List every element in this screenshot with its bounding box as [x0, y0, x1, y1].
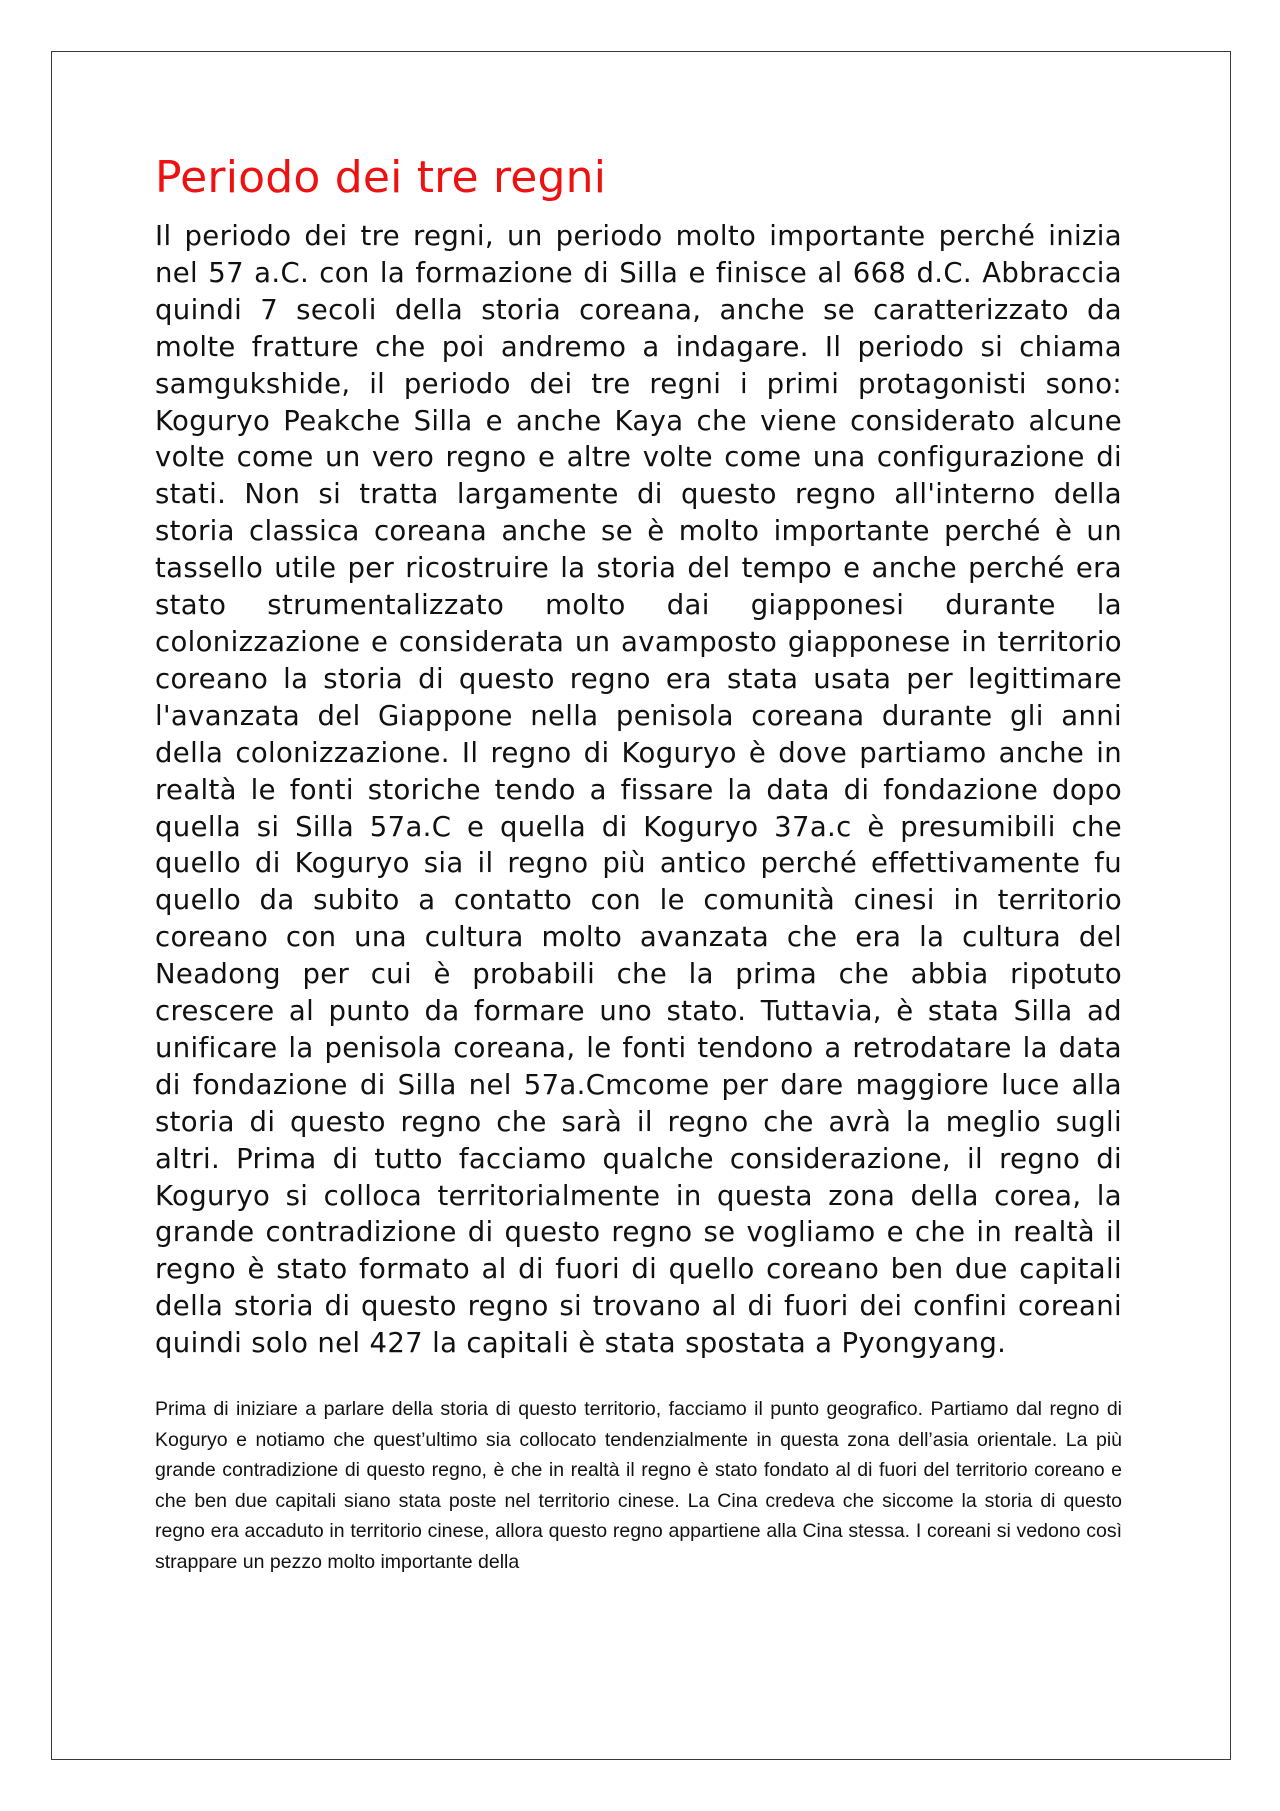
document-title: Periodo dei tre regni	[155, 152, 607, 203]
document-content	[155, 150, 1122, 1578]
main-paragraph: Il periodo dei tre regni, un periodo molto importante perché inizia nel 57 a.C. con la formazione di Silla e finisce al 668 d.C. Abbraccia quindi 7 secoli della storia coreana, anche se caratterizzato da molte fratture che poi andremo a indagare. Il periodo si chiama samgukshide, il periodo dei tre regni i primi protagonisti sono: Koguryo Peakche Silla e anche Kaya che viene considerato alcune volte come un vero regno e altre volte come una configurazione di stati. Non si tratta largamente di questo regno all'interno della storia classica coreana anche se è molto importante perché è un tassello utile per ricostruire la storia del tempo e anche perché era stato strumentalizzato molto dai giapponesi durante la colonizzazione e considerata un avamposto giapponese in territorio coreano la storia di questo regno era stata usata per legittimare l'avanzata del Giappone nella penisola coreana durante gli anni della colonizzazione. Il regno di Koguryo è dove partiamo anche in realtà le fonti storiche tendo a fissare la data di fondazione dopo quella si Silla 57a.C e quella di Koguryo 37a.c è presumibili che quello di Koguryo sia il regno più antico perché effettivamente fu quello da subito a contatto con le comunità cinesi in territorio coreano con una cultura molto avanzata che era la cultura del Neadong per cui è probabili che la prima che abbia ripotuto crescere al punto da formare uno stato. Tuttavia, è stata Silla ad unificare la penisola coreana, le fonti tendono a retrodatare la data di fondazione di Silla nel 57a.Cmcome per dare maggiore luce alla storia di questo regno che sarà il regno che avrà la meglio sugli altri. Prima di tutto facciamo qualche considerazione, il regno di Koguryo si colloca territorialmente in questa zona della corea, la grande contradizione di questo regno se vogliamo e che in realtà il regno è stato formato al di fuori di quello coreano ben due capitali della storia di questo regno si trovano al di fuori dei confini coreani quindi solo nel 427 la capitali è stata spostata a Pyongyang.	[155, 220, 1122, 1360]
secondary-paragraph: Prima di iniziare a parlare della storia di questo territorio, facciamo il punto geografico. Partiamo dal regno di Koguryo e notiamo che quest’ultimo sia collocato tendenzialmente in questa zona dell’asia orientale. La più grande contradizione di questo regno, è che in realtà il regno è stato fondato al di fuori del territorio coreano e che ben due capitali siano stata poste nel territorio cinese. La Cina credeva che siccome la storia di questo regno era accaduto in territorio cinese, allora questo regno appartiene alla Cina stessa. I coreani si vedono così strappare un pezzo molto importante della	[155, 1398, 1122, 1574]
